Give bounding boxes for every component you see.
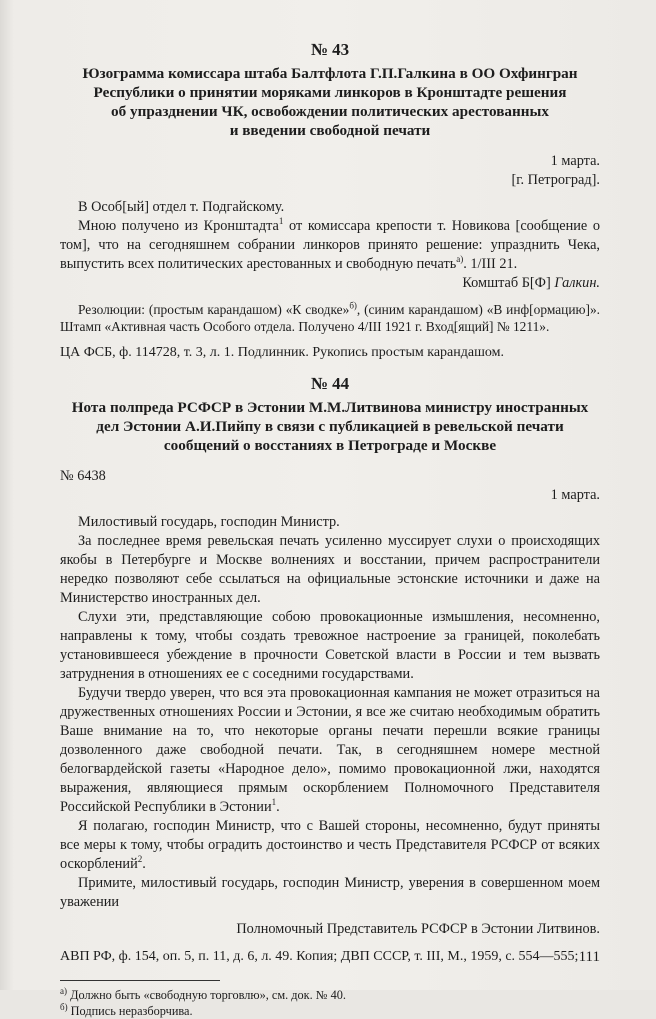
doc44-title-line: сообщений о восстаниях в Петрограде и Москве [163,437,497,454]
doc44-title-line: дел Эстонии А.И.Пийпу в связи с публикацией в ревельской печати [96,418,564,435]
doc43-date-block [60,152,600,190]
footnote: $^{б)}$ Подпись неразборчива. [60,1001,193,1018]
doc44-salutation: Милостивый государь, господин Министр. [78,514,340,530]
doc44-title-line: Нота полпреда РСФСР в Эстонии М.М.Литвинова министру иностранных [71,399,589,416]
doc44-paragraph: Слухи эти, представляющие собою провокационные измышления, несомненно, направлены к тому, чтобы создать тревожное настроение за границей, поколебать установившееся убеждение в прочности Советской власти в России и тем вызвать затруднения в отношениях ее с соседними государствами. [60,609,600,682]
doc43-resolutions: Резолюции: (простым карандашом) «К сводке»$^{б)}$, (синим карандашом) «В инф[ормацию]». Штамп «Активная часть Особого отдела. Получено 4/III 1921 г. Вход[ящий] № 1211». [60,300,600,334]
doc44-ref-number: № 6438 [60,468,106,484]
doc43-archive: ЦА ФСБ, ф. 114728, т. 3, л. 1. Подлинник. Рукопись простым карандашом. [60,345,504,360]
doc43-addressee: В Особ[ый] отдел т. Подгайскому. [78,199,285,215]
doc43-title [60,64,600,140]
doc43-title-line: об упразднении ЧК, освобождении политических арестованных [111,103,549,120]
doc44-archive: АВП РФ, ф. 154, оп. 5, п. 11, д. 6, л. 49. Копия; ДВП СССР, т. III, М., 1959, с. 554—555; [60,949,579,964]
doc43-date: 1 марта. [550,153,600,169]
footnote-ref: 1 [278,216,284,227]
footnote-ref: 2 [137,854,143,865]
doc44-paragraph: За последнее время ревельская печать усиленно муссирует слухи о происходящих якобы в Петербурге и Москве волнениях и восстании, причем распространители нередко позволяют себе ссылаться на официальные эстонские источники и даже на Министерство иностранных дел. [60,533,600,606]
footnote-ref: а) [456,254,464,265]
doc44-number: № 44 [310,374,350,393]
doc43-signature: Комштаб Б[Ф] Галкин. [462,275,600,291]
doc43-place: [г. Петроград]. [511,172,600,188]
page-number: 111 [578,949,600,965]
doc44-date: 1 марта. [550,487,600,503]
doc43-title-line: Юзограмма комиссара штаба Балтфлота Г.П.Галкина в ОО Охфингран [82,65,578,82]
signature-name: Галкин. [554,275,600,291]
doc44-paragraph: Я полагаю, господин Министр, что с Вашей стороны, несомненно, будут приняты все меры к тому, чтобы оградить достоинство и честь Представителя РСФСР от всяких оскорблений$^2$. [60,818,600,872]
footnote-divider [60,980,220,981]
doc43-title-line: и введении свободной печати [229,122,431,139]
doc43-body: Мною получено из Кронштадта$^1$ от комиссара крепости т. Новикова [сообщение о том], что на сегодняшнем собрании линкоров принято решение: упразднить Чека, выпустить всех политических арестованных и свободную печать$^{а)}$. 1/III 21. [60,216,601,272]
doc43-number: № 43 [310,40,350,59]
doc44-signature: Полномочный Представитель РСФСР в Эстонии Литвинов. [236,921,600,937]
doc44-title [60,398,600,455]
footnote-ref: 1 [271,797,277,808]
doc44-paragraph: Будучи твердо уверен, что вся эта провокационная кампания не может отразиться на дружественных отношениях России и Эстонии, я все же считаю необходимым обратить Ваше внимание на то, что некоторые органы печати перешли всякие границы дозволенного даже свободной печати. Так, в сегодняшнем номере местной белогвардейской газеты «Народное дело», помимо провокационной лжи, находятся выражения, являющиеся прямым оскорблением Полномочного Представителя Российской Республики в Эстонии$^1$. [60,685,600,815]
footnote-ref: б) [349,300,357,311]
footnote: $^{а)}$ Должно быть «свободную торговлю», см. док. № 40. [60,985,346,1002]
doc43-title-line: Республики о принятии моряками линкоров в Кронштадте решения [93,84,567,101]
doc44-closing: Примите, милостивый государь, господин Министр, уверения в совершенном моем уважении [60,875,600,910]
